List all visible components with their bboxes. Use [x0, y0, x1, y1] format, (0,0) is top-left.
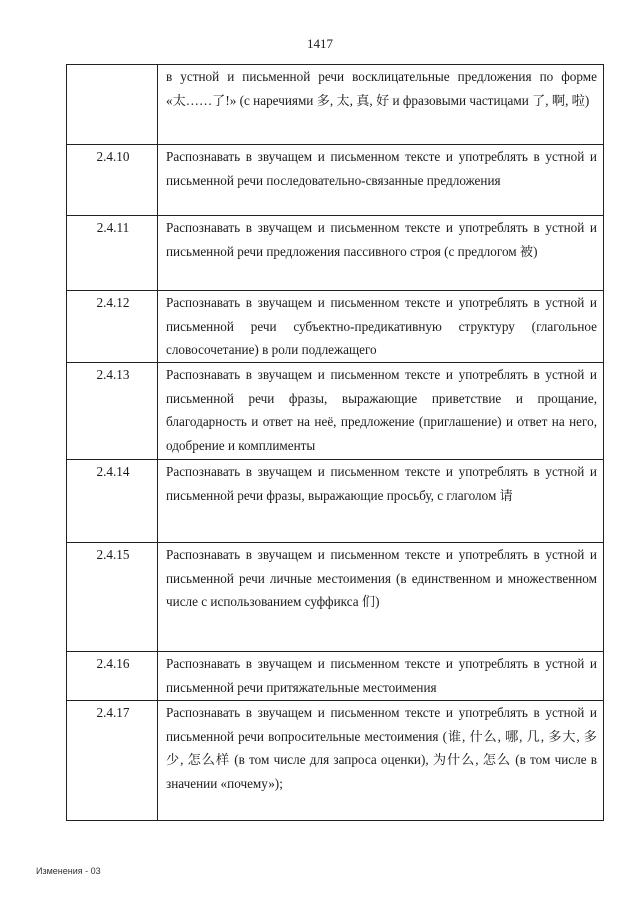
row-text: Распознавать в звучащем и письменном тексте и употреблять в устной и письменной речи предложения пассивного строя (с предлогом 被) [158, 216, 604, 291]
table-row [67, 652, 604, 701]
table-row [67, 65, 604, 145]
row-code: 2.4.15 [67, 543, 158, 652]
table-row [67, 543, 604, 652]
table-row [67, 363, 604, 460]
row-text: Распознавать в звучащем и письменном тексте и употреблять в устной и письменной речи фразы, выражающие приветствие и прощание, благодарность и ответ на неё, предложение (приглашение) и ответ на него, одобрение и комплименты [158, 363, 604, 460]
row-text: Распознавать в звучащем и письменном тексте и употреблять в устной и письменной речи последовательно-связанные предложения [158, 145, 604, 216]
row-code: 2.4.14 [67, 460, 158, 543]
row-code: 2.4.10 [67, 145, 158, 216]
row-text: Распознавать в звучащем и письменном тексте и употреблять в устной и письменной речи личные местоимения (в единственном и множественном числе с использованием суффикса 们) [158, 543, 604, 652]
row-text: Распознавать в звучащем и письменном тексте и употреблять в устной и письменной речи субъектно-предикативную структуру (глагольное словосочетание) в роли подлежащего [158, 291, 604, 363]
row-text: Распознавать в звучащем и письменном тексте и употреблять в устной и письменной речи вопросительные местоимения (谁, 什么, 哪, 几, 多大, 多少, 怎么样 (в том числе для запроса оценки), 为什么, 怎么 (в том числе в значении «почему»); [158, 701, 604, 821]
table-row [67, 291, 604, 363]
footer-revision: Изменения - 03 [36, 866, 101, 876]
requirements-table [66, 64, 604, 821]
page-number: 1417 [307, 36, 333, 51]
row-code: 2.4.13 [67, 363, 158, 460]
row-text: Распознавать в звучащем и письменном тексте и употреблять в устной и письменной речи фразы, выражающие просьбу, с глаголом 请 [158, 460, 604, 543]
row-text: в устной и письменной речи восклицательные предложения по форме «太……了!» (с наречиями 多, 太, 真, 好 и фразовыми частицами 了, 啊, 啦) [158, 65, 604, 145]
row-code: 2.4.12 [67, 291, 158, 363]
table-row [67, 216, 604, 291]
row-code: 2.4.16 [67, 652, 158, 701]
row-code: 2.4.17 [67, 701, 158, 821]
row-text: Распознавать в звучащем и письменном тексте и употреблять в устной и письменной речи притяжательные местоимения [158, 652, 604, 701]
row-code: 2.4.11 [67, 216, 158, 291]
table-row [67, 460, 604, 543]
table-row [67, 701, 604, 821]
table-row [67, 145, 604, 216]
row-code [67, 65, 158, 145]
